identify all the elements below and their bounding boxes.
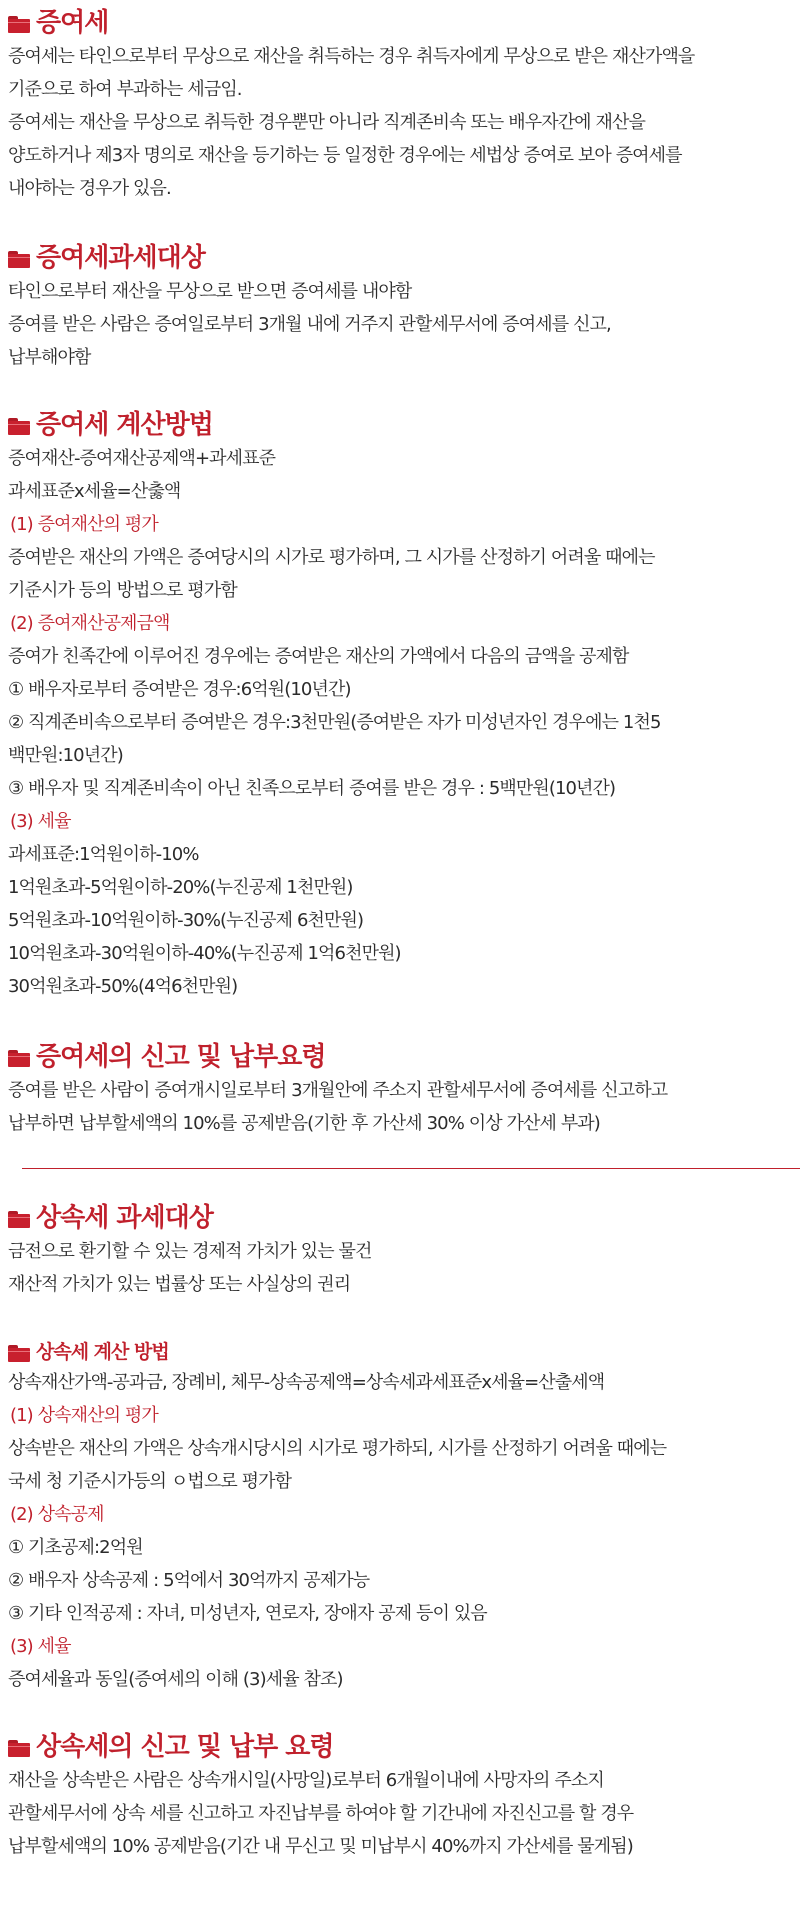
gift-tax-subject-title: 증여세과세대상 <box>36 243 205 273</box>
folder-icon <box>8 1345 30 1362</box>
subheading: (1) 증여재산의 평가 <box>10 514 158 535</box>
list-item: ① 기초공제:2억원 <box>8 1537 143 1558</box>
gift-tax-section <box>8 6 798 205</box>
body-line: 금전으로 환기할 수 있는 경제적 가치가 있는 물건 <box>8 1241 372 1262</box>
subheading: (3) 세율 <box>10 1636 71 1657</box>
rate-line: 10억원초과-30억원이하-40%(누진공제 1억6천만원) <box>8 943 401 964</box>
body-line: 내야하는 경우가 있음. <box>8 178 171 199</box>
body-line: 증여받은 재산의 가액은 증여당시의 시가로 평가하며, 그 시가를 산정하기 어려울 때에는 <box>8 547 655 568</box>
body-line: 재산적 가치가 있는 법률상 또는 사실상의 권리 <box>8 1274 351 1295</box>
inheritance-calc-title: 상속세 계산 방법 <box>36 1341 169 1363</box>
formula-line: 증여재산-증여재산공제액+과세표준 <box>8 448 276 469</box>
inheritance-report-heading <box>8 1730 798 1764</box>
body-line: 관할세무서에 상속 세를 신고하고 자진납부를 하여야 할 기간내에 자진신고를 할 경우 <box>8 1803 634 1824</box>
gift-tax-heading <box>8 6 798 40</box>
rate-line: 30억원초과-50%(4억6천만원) <box>8 976 238 997</box>
inheritance-calc-heading <box>8 1338 798 1366</box>
body-line: 재산을 상속받은 사람은 상속개시일(사망일)로부터 6개월이내에 사망자의 주소지 <box>8 1770 604 1791</box>
gift-tax-subject-section <box>8 241 798 374</box>
list-item: ③ 배우자 및 직계존비속이 아닌 친족으로부터 증여를 받은 경우 : 5백만원(10년간) <box>8 778 616 799</box>
gift-tax-calc-section <box>8 408 798 1003</box>
inheritance-subject-section <box>8 1201 798 1301</box>
inheritance-subject-title: 상속세 과세대상 <box>36 1203 213 1233</box>
body-line: 증여세는 타인으로부터 무상으로 재산을 취득하는 경우 취득자에게 무상으로 받은 재산가액을 <box>8 46 695 67</box>
body-line: 타인으로부터 재산을 무상으로 받으면 증여세를 내야함 <box>8 281 412 302</box>
list-item: ① 배우자로부터 증여받은 경우:6억원(10년간) <box>8 679 351 700</box>
body-line: 납부할세액의 10% 공제받음(기간 내 무신고 및 미납부시 40%까지 가산세를 물게됨) <box>8 1836 633 1857</box>
gift-tax-calc-heading <box>8 408 798 442</box>
inheritance-report-section <box>8 1730 798 1863</box>
body-line: 국세 청 기준시가등의 ㅇ법으로 평가함 <box>8 1471 292 1492</box>
section-divider <box>22 1168 800 1169</box>
list-item: 백만원:10년간) <box>8 745 123 766</box>
body-line: 기준시가 등의 방법으로 평가함 <box>8 580 237 601</box>
body-line: 증여가 친족간에 이루어진 경우에는 증여받은 재산의 가액에서 다음의 금액을 공제함 <box>8 646 629 667</box>
gift-tax-title: 증여세 <box>36 8 109 38</box>
body-line: 증여세율과 동일(증여세의 이해 (3)세율 참조) <box>8 1669 343 1690</box>
gift-tax-report-section <box>8 1040 798 1140</box>
body-line: 증여를 받은 사람이 증여개시일로부터 3개월안에 주소지 관할세무서에 증여세를 신고하고 <box>8 1080 668 1101</box>
folder-icon <box>8 16 30 33</box>
folder-icon <box>8 1050 30 1067</box>
subheading: (2) 증여재산공제금액 <box>10 613 170 634</box>
rate-line: 1억원초과-5억원이하-20%(누진공제 1천만원) <box>8 877 353 898</box>
list-item: ② 직계존비속으로부터 증여받은 경우:3천만원(증여받은 자가 미성년자인 경우에는 1천5 <box>8 712 661 733</box>
folder-icon <box>8 418 30 435</box>
inheritance-calc-section <box>8 1338 798 1696</box>
gift-tax-report-title: 증여세의 신고 및 납부요령 <box>36 1042 326 1072</box>
folder-icon <box>8 251 30 268</box>
list-item: ② 배우자 상속공제 : 5억에서 30억까지 공제가능 <box>8 1570 370 1591</box>
subheading: (1) 상속재산의 평가 <box>10 1405 158 1426</box>
gift-tax-report-heading <box>8 1040 798 1074</box>
body-line: 납부해야함 <box>8 347 91 368</box>
gift-tax-subject-heading <box>8 241 798 275</box>
list-item: ③ 기타 인적공제 : 자녀, 미성년자, 연로자, 장애자 공제 등이 있음 <box>8 1603 487 1624</box>
formula-line: 상속재산가액-공과금, 장례비, 체무-상속공제액=상속세과세표준x세율=산출세액 <box>8 1372 605 1393</box>
rate-line: 5억원초과-10억원이하-30%(누진공제 6천만원) <box>8 910 364 931</box>
body-line: 증여세는 재산을 무상으로 취득한 경우뿐만 아니라 직계존비속 또는 배우자간에 재산을 <box>8 112 645 133</box>
folder-icon <box>8 1211 30 1228</box>
inheritance-report-title: 상속세의 신고 및 납부 요령 <box>36 1732 334 1762</box>
body-line: 증여를 받은 사람은 증여일로부터 3개월 내에 거주지 관할세무서에 증여세를 신고, <box>8 314 611 335</box>
rate-line: 과세표준:1억원이하-10% <box>8 844 199 865</box>
formula-line: 과세표준x세율=산춣액 <box>8 481 181 502</box>
body-line: 기준으로 하여 부과하는 세금임. <box>8 79 242 100</box>
body-line: 납부하면 납부할세액의 10%를 공제받음(기한 후 가산세 30% 이상 가산세 부과) <box>8 1113 600 1134</box>
subheading: (3) 세율 <box>10 811 71 832</box>
body-line: 상속받은 재산의 가액은 상속개시당시의 시가로 평가하되, 시가를 산정하기 어려울 때에는 <box>8 1438 667 1459</box>
subheading: (2) 상속공제 <box>10 1504 104 1525</box>
folder-icon <box>8 1740 30 1757</box>
inheritance-subject-heading <box>8 1201 798 1235</box>
gift-tax-calc-title: 증여세 계산방법 <box>36 410 213 440</box>
body-line: 양도하거나 제3자 명의로 재산을 등기하는 등 일정한 경우에는 세법상 증여로 보아 증여세를 <box>8 145 682 166</box>
